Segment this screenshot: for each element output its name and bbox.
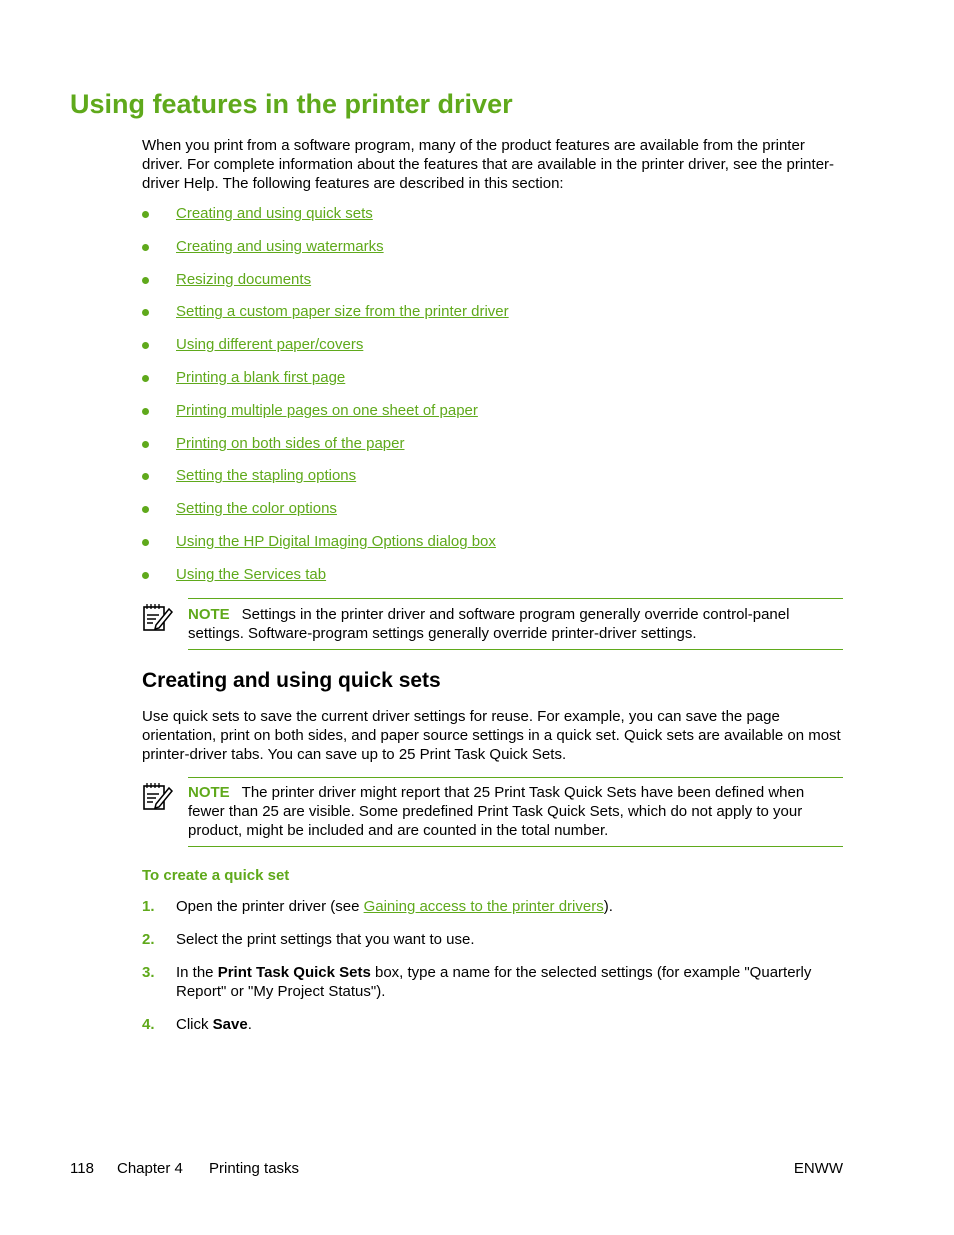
note-body: Settings in the printer driver and software program generally override control-panel settings. Software-program settings generally override printer-driver settings.: [188, 606, 790, 642]
note-box: [142, 598, 843, 650]
step-ui-term: Save: [212, 1016, 248, 1033]
step-text: ).: [603, 898, 613, 915]
step-text: Select the print settings that you want to use.: [176, 931, 475, 948]
step-number: 4.: [142, 1016, 155, 1033]
bullet-icon: [142, 342, 149, 349]
link-quick-sets[interactable]: Creating and using quick sets: [176, 205, 373, 222]
page-title: Using features in the printer driver: [70, 89, 513, 119]
bullet-icon: [142, 572, 149, 579]
bullet-icon: [142, 408, 149, 415]
section-intro-paragraph: Use quick sets to save the current driver settings for reuse. For example, you can save the page orientation, print on both sides, and paper source settings in a quick set. Quick sets are available on most printer-driver tabs. You can save up to 25 Print Task Quick Sets.: [142, 708, 841, 763]
note-bottom-rule: [188, 846, 843, 847]
footer-chapter-title: Printing tasks: [209, 1160, 300, 1177]
note-text: [188, 783, 843, 840]
link-digital-imaging[interactable]: Using the HP Digital Imaging Options dialog box: [176, 532, 496, 550]
step-text: .: [247, 1016, 252, 1033]
bullet-icon: [142, 309, 149, 316]
link-watermarks[interactable]: Creating and using watermarks: [176, 237, 384, 255]
link-different-paper[interactable]: Using different paper/covers: [176, 336, 364, 354]
link-stapling[interactable]: Setting the stapling options: [176, 467, 357, 485]
footer-chapter: Chapter 4: [117, 1160, 183, 1177]
step-text: In the: [176, 964, 218, 981]
step-item: [142, 1015, 847, 1034]
note-text: [188, 605, 843, 643]
note-label: NOTE: [188, 606, 230, 623]
link-color-options[interactable]: Setting the color options: [176, 500, 337, 518]
note-bottom-rule: [188, 649, 843, 650]
note-top-rule: [188, 598, 843, 599]
link-both-sides[interactable]: Printing on both sides of the paper: [176, 434, 405, 452]
note-pad-pencil-icon: [142, 780, 174, 812]
procedure-title: To create a quick set: [142, 867, 290, 884]
note-pad-pencil-icon: [142, 601, 174, 633]
step-text: Open the printer driver (see: [176, 898, 364, 915]
step-number: 1.: [142, 898, 155, 915]
link-multiple-pages[interactable]: Printing multiple pages on one sheet of paper: [176, 401, 478, 419]
step-text: box, type a name for the selected settings (for example "Quarterly Report" or "My Project Status").: [176, 964, 812, 1000]
section-title: Creating and using quick sets: [142, 669, 441, 692]
step-item: [142, 930, 847, 949]
bullet-icon: [142, 473, 149, 480]
link-gaining-access[interactable]: Gaining access to the printer drivers: [363, 898, 604, 915]
footer-right-label: ENWW: [793, 1160, 843, 1177]
procedure-steps: [142, 897, 847, 1034]
step-text: Click: [176, 1016, 213, 1033]
bullet-icon: [142, 539, 149, 546]
note-box: [142, 777, 843, 847]
note-body: The printer driver might report that 25 Print Task Quick Sets have been defined when fewer than 25 are visible. Some predefined Print Task Quick Sets, which do not apply to your product, might be included and are counted in the total number.: [188, 784, 805, 839]
bullet-icon: [142, 375, 149, 382]
footer-page-number: 118: [70, 1160, 94, 1177]
step-number: 2.: [142, 931, 155, 948]
link-blank-first-page[interactable]: Printing a blank first page: [176, 368, 346, 386]
bullet-icon: [142, 277, 149, 284]
bullet-icon: [142, 441, 149, 448]
intro-paragraph: When you print from a software program, many of the product features are available from the printer driver. For complete information about the features that are available in the printer driver, see the printer-driver Help. The following features are described in this section:: [142, 137, 835, 192]
link-resizing[interactable]: Resizing documents: [176, 270, 312, 288]
bullet-icon: [142, 244, 149, 251]
link-services-tab[interactable]: Using the Services tab: [176, 565, 327, 583]
bullet-icon: [142, 506, 149, 513]
note-label: NOTE: [188, 784, 230, 801]
note-top-rule: [188, 777, 843, 778]
step-item: [142, 963, 847, 1001]
step-ui-term: Print Task Quick Sets: [217, 964, 371, 981]
bullet-icon: [142, 211, 149, 218]
step-item: [142, 897, 847, 916]
link-custom-paper-size[interactable]: Setting a custom paper size from the printer driver: [176, 303, 509, 321]
step-number: 3.: [142, 964, 155, 981]
